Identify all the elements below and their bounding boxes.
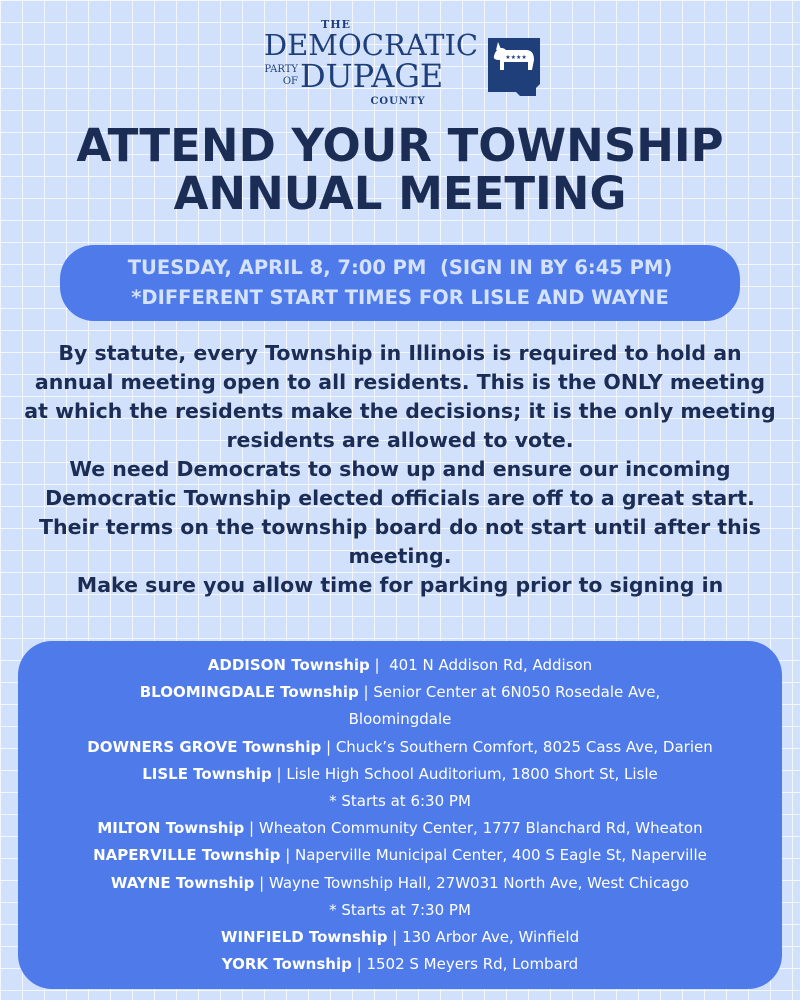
separator: | (369, 656, 390, 674)
page-title (0, 119, 800, 220)
township-location: 401 N Addison Rd, Addison (389, 656, 593, 674)
logo-stars: ★★★★ (505, 54, 527, 61)
township-location: 130 Arbor Ave, Winfield (402, 928, 580, 947)
separator: | (254, 873, 269, 892)
township-row (18, 761, 782, 788)
township-row (18, 924, 782, 951)
township-row (18, 815, 782, 842)
separator: | (271, 764, 287, 783)
parking-note: Make sure you allow time for parking prior to signing in (76, 573, 724, 597)
start-time-note: * Starts at 7:30 PM (329, 900, 471, 919)
township-row (18, 734, 782, 761)
township-name: DOWNERS GROVE Township (87, 737, 322, 756)
statute-paragraph: By statute, every Township in Illinois is required to hold an annual meeting open to all residents. This is the ONLY meeting at which the residents make the decisions; it is the only meeting residents are allowed to vote. (24, 341, 776, 452)
township-name: MILTON Township (97, 819, 245, 838)
title-line-1: ATTEND YOUR TOWNSHIP (76, 119, 724, 172)
township-name: ADDISON Township (207, 656, 370, 674)
township-location: Naperville Municipal Center, 400 S Eagle St, Naperville (295, 846, 707, 865)
start-time-note: * Starts at 6:30 PM (329, 792, 471, 811)
title-line-2: ANNUAL MEETING (173, 167, 627, 220)
township-name: BLOOMINGDALE Township (139, 683, 359, 702)
township-row (18, 679, 782, 706)
date-banner (60, 245, 740, 321)
township-name: LISLE Township (142, 764, 272, 783)
separator: | (358, 683, 374, 702)
township-location: Wayne Township Hall, 27W031 North Ave, West Chicago (268, 873, 690, 892)
township-row (18, 652, 782, 679)
call-to-action-paragraph: We need Democrats to show up and ensure our incoming Democratic Township elected officials are off to a great start. Their terms on the township board do not start until after this meeting. (39, 457, 761, 568)
logo-party: PARTY (264, 64, 298, 75)
township-location: Lisle High School Auditorium, 1800 Short St, Lisle (286, 764, 658, 783)
date-line: TUESDAY, APRIL 8, 7:00 PM (SIGN IN BY 6:45 PM) (127, 256, 673, 279)
township-name: WINFIELD Township (220, 928, 388, 947)
separator: | (244, 819, 259, 838)
township-name: NAPERVILLE Township (93, 846, 281, 865)
township-location: Wheaton Community Center, 1777 Blanchard Rd, Wheaton (258, 819, 703, 838)
township-location: Senior Center at 6N050 Rosedale Ave, (373, 683, 661, 702)
start-times-note: *DIFFERENT START TIMES FOR LISLE AND WAYNE (131, 286, 669, 309)
township-row (18, 842, 782, 869)
separator: | (280, 846, 296, 865)
logo-party-of (260, 64, 298, 88)
township-location: 1502 S Meyers Rd, Lombard (366, 955, 579, 974)
township-name: YORK Township (221, 955, 352, 974)
separator: | (351, 955, 367, 974)
logo-county: COUNTY (370, 96, 426, 107)
body-text (20, 339, 780, 600)
separator: | (387, 928, 403, 947)
separator: | (321, 737, 336, 756)
logo-of: OF (282, 76, 298, 87)
township-list (18, 641, 782, 989)
township-location: Chuck’s Southern Comfort, 8025 Cass Ave, Darien (335, 737, 713, 756)
township-row (18, 870, 782, 897)
township-location-continued: Bloomingdale (348, 710, 452, 729)
logo-wordmark (258, 18, 484, 110)
logo-dupage: DUPAGE (300, 57, 444, 95)
township-name: WAYNE Township (110, 873, 255, 892)
party-logo (258, 18, 548, 110)
logo-democratic: DEMOCRATIC (263, 28, 479, 62)
county-donkey-icon (486, 36, 542, 98)
township-row (18, 951, 782, 978)
logo-the: THE (321, 18, 351, 31)
